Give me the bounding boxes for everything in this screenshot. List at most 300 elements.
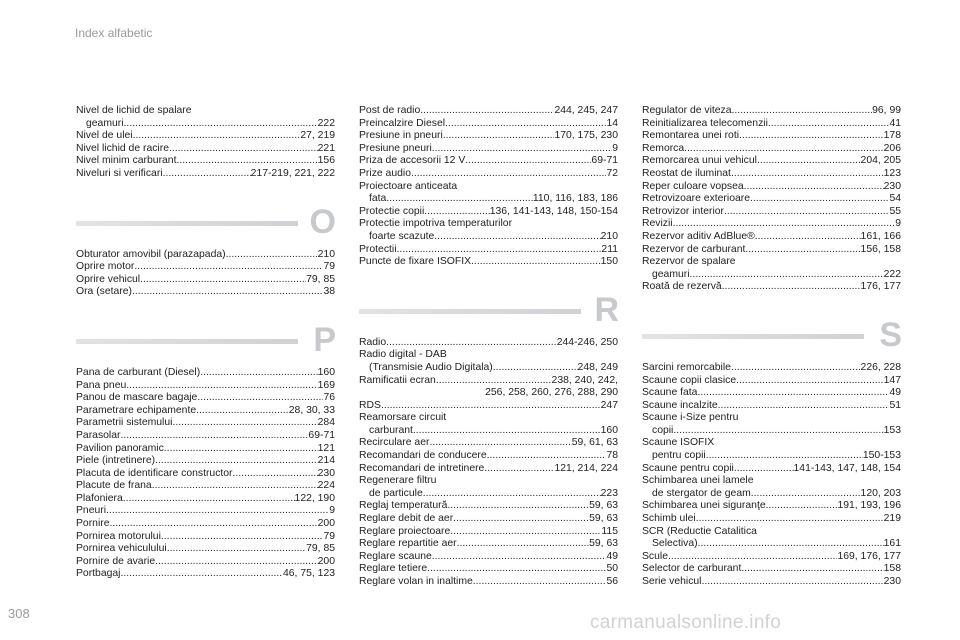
index-entry-heading: Rezervor de spalare xyxy=(642,256,736,268)
dot-leader xyxy=(447,500,589,513)
index-item xyxy=(359,538,619,551)
dot-leader xyxy=(432,551,607,564)
index-entry-term: Presiune pneuri xyxy=(359,142,432,154)
index-item xyxy=(642,375,902,388)
index-item xyxy=(642,181,902,194)
index-entry xyxy=(642,218,901,231)
index-entry-term: Post de radio xyxy=(359,105,421,116)
dot-leader xyxy=(734,463,794,476)
index-item xyxy=(642,168,902,181)
dot-leader xyxy=(132,286,323,299)
dot-leader xyxy=(696,513,884,526)
index-entry-term: pentru copii xyxy=(652,450,706,462)
index-entry xyxy=(76,274,335,287)
index-entry xyxy=(76,568,335,581)
index-item xyxy=(642,244,902,257)
index-entry-term: Reostat de iluminat xyxy=(642,167,731,179)
dot-leader xyxy=(134,261,323,274)
index-entry-term: Scaune fata xyxy=(642,387,698,399)
index-entry-term: Retrovizoare exterioare xyxy=(642,193,750,205)
dot-leader xyxy=(172,417,317,430)
index-entry xyxy=(642,400,901,413)
index-entry xyxy=(359,231,618,244)
index-item xyxy=(359,475,619,500)
index-item xyxy=(642,143,902,156)
index-entry-term: Nivel minim carburant xyxy=(76,155,177,167)
dot-leader xyxy=(197,392,323,405)
index-entry-term: Scule xyxy=(642,550,668,562)
index-entry-page: 238, 240, 242, xyxy=(551,374,618,386)
dot-leader xyxy=(233,468,318,481)
dot-leader xyxy=(161,531,324,544)
index-entry-term: Recirculare aer xyxy=(359,437,430,449)
index-entry-heading: Schimbarea unei lamele xyxy=(642,475,754,487)
dot-leader xyxy=(697,387,889,400)
dot-leader xyxy=(473,576,607,589)
index-entry xyxy=(359,500,618,513)
dot-leader xyxy=(140,274,306,287)
dot-leader xyxy=(731,362,861,375)
index-entry xyxy=(76,249,335,262)
index-entry xyxy=(642,551,901,564)
index-entry-page: 210 xyxy=(600,230,618,242)
index-item xyxy=(642,475,902,500)
index-entry-page: 160 xyxy=(600,424,618,436)
index-entry-page: 170, 175, 230 xyxy=(554,130,618,142)
index-entry-term: fata xyxy=(369,193,387,205)
index-entry-page: 169, 176, 177 xyxy=(837,550,901,562)
index-entry xyxy=(76,155,335,168)
index-entry-term: Nivel lichid de racire xyxy=(76,142,169,154)
index-entry xyxy=(642,513,901,526)
dot-leader xyxy=(411,168,606,181)
index-entry-page: 38 xyxy=(323,286,335,298)
index-entry-term: Rezervor aditiv AdBlue® xyxy=(642,230,755,242)
dot-leader xyxy=(124,118,318,131)
dot-leader xyxy=(471,256,601,269)
dot-leader xyxy=(493,362,578,375)
index-entry-page: 222 xyxy=(883,268,901,280)
index-item xyxy=(76,430,336,443)
index-entry-term: Scaune pentru copii xyxy=(642,462,734,474)
index-entry-term: Protectie copii xyxy=(359,205,425,217)
index-group-p-continued xyxy=(359,105,619,269)
dot-leader xyxy=(702,576,884,589)
index-item xyxy=(642,576,902,589)
dot-leader xyxy=(698,538,884,551)
index-item xyxy=(76,505,336,518)
dot-leader xyxy=(381,400,601,413)
dot-leader xyxy=(423,488,601,501)
dot-leader xyxy=(453,513,589,526)
index-item xyxy=(359,450,619,463)
index-entry-heading: Proiectoare anticeata xyxy=(359,180,458,192)
index-item xyxy=(359,500,619,513)
index-item xyxy=(359,118,619,131)
dot-leader xyxy=(436,375,552,388)
index-entry-term: Pornirea vehiculului xyxy=(76,543,167,555)
dot-leader xyxy=(750,193,889,206)
index-entry xyxy=(642,500,901,513)
index-entry xyxy=(642,538,901,551)
index-item xyxy=(642,362,902,375)
index-item xyxy=(359,400,619,413)
index-entry xyxy=(76,543,335,556)
index-entry xyxy=(76,168,335,181)
index-item xyxy=(76,531,336,544)
index-group-s xyxy=(642,362,902,589)
index-entry xyxy=(359,168,618,181)
index-entry xyxy=(359,155,618,168)
index-entry xyxy=(642,281,901,294)
index-entry xyxy=(76,367,335,380)
dot-leader xyxy=(722,281,861,294)
index-entry-heading: Radio digital - DAB xyxy=(359,349,447,361)
index-entry-page: 136, 141-143, 148, 150-154 xyxy=(489,205,618,217)
index-entry-term: de particule xyxy=(369,487,423,499)
index-entry-page: 28, 30, 33 xyxy=(288,404,335,416)
index-item xyxy=(359,244,619,257)
index-entry-page: 9 xyxy=(895,218,901,230)
dot-leader xyxy=(397,244,602,257)
index-entry-term: Radio xyxy=(359,336,387,348)
section-header-s xyxy=(642,316,902,354)
index-entry-term: Pavilion panoramic xyxy=(76,442,164,454)
index-entry xyxy=(642,168,901,181)
index-entry-term: Nivel de ulei xyxy=(76,130,133,142)
index-item xyxy=(642,551,902,564)
index-item xyxy=(76,261,336,274)
index-entry xyxy=(76,531,335,544)
index-entry xyxy=(359,463,618,476)
index-item xyxy=(642,437,902,462)
index-item xyxy=(359,206,619,219)
index-entry xyxy=(642,488,901,501)
dot-leader xyxy=(106,505,329,518)
index-entry xyxy=(76,468,335,481)
index-entry xyxy=(359,362,618,375)
index-entry xyxy=(359,244,618,257)
index-column-2 xyxy=(359,105,619,589)
index-entry-page: 176, 177 xyxy=(860,281,901,293)
index-item xyxy=(76,105,336,130)
index-entry-term: geamuri xyxy=(86,117,124,129)
index-entry-page: 123 xyxy=(883,167,901,179)
index-entry-page: 27, 219 xyxy=(300,130,335,142)
dot-leader xyxy=(673,425,883,438)
index-entry-term: Ora (setare) xyxy=(76,286,133,298)
watermark-text: carmanualsonline.info xyxy=(590,612,782,633)
index-entry-page: 284 xyxy=(317,417,335,429)
index-item xyxy=(359,576,619,589)
index-column-1 xyxy=(76,105,336,581)
dot-leader xyxy=(755,231,861,244)
index-entry xyxy=(359,526,618,539)
index-entry-term: Reglare repartitie aer xyxy=(359,538,457,550)
index-entry xyxy=(76,380,335,393)
index-entry-page: 115 xyxy=(601,525,618,537)
index-entry-heading: Scaune ISOFIX xyxy=(642,437,715,449)
index-entry-term: Reper culoare vopsea xyxy=(642,180,744,192)
index-entry-term: carburant xyxy=(369,424,413,436)
index-entry-page: 56 xyxy=(606,576,618,587)
index-entry xyxy=(76,392,335,405)
dot-leader xyxy=(744,181,884,194)
index-entry-page: 230 xyxy=(317,467,335,479)
section-letter-o: O xyxy=(309,202,336,241)
index-group-o xyxy=(76,249,336,299)
index-entry-term: Remorca xyxy=(642,142,685,154)
dot-leader xyxy=(457,538,590,551)
index-entry-page: 141-143, 147, 148, 154 xyxy=(793,462,901,474)
index-entry-term: Parametrii sistemului xyxy=(76,417,173,429)
index-item xyxy=(642,387,902,400)
dot-leader xyxy=(434,231,600,244)
index-entry xyxy=(642,143,901,156)
index-item xyxy=(642,400,902,413)
index-entry-term: Niveluri si verificari xyxy=(76,167,163,179)
dot-leader xyxy=(736,375,884,388)
index-entry-page: 55 xyxy=(889,205,901,217)
index-entry-page: 120, 203 xyxy=(860,487,901,499)
index-item xyxy=(359,105,619,118)
index-entry xyxy=(359,375,618,388)
index-entry-page: 230 xyxy=(883,576,901,587)
index-item xyxy=(642,231,902,244)
index-entry-term: Reglare proiectoare xyxy=(359,525,451,537)
index-item xyxy=(76,405,336,418)
index-entry-term: Schimb ulei xyxy=(642,513,696,525)
index-item xyxy=(76,249,336,262)
index-entry xyxy=(642,425,901,438)
index-entry-term: Roată de rezervă xyxy=(642,281,722,293)
dot-leader xyxy=(427,563,606,576)
index-entry xyxy=(642,576,901,589)
index-entry-term: Oprire vehicul xyxy=(76,273,141,285)
dot-leader xyxy=(110,518,318,531)
section-letter-p: P xyxy=(313,320,336,359)
dot-leader xyxy=(196,405,289,418)
dot-leader xyxy=(745,244,860,257)
dot-leader xyxy=(176,155,317,168)
index-item xyxy=(642,206,902,219)
dot-leader xyxy=(200,367,317,380)
index-entry-term: Reglare debit de aer xyxy=(359,513,454,525)
index-item xyxy=(642,130,902,143)
dot-leader xyxy=(757,155,861,168)
index-entry-term: Scaune copii clasice xyxy=(642,374,737,386)
index-entry xyxy=(76,417,335,430)
index-entry-page: 191, 193, 196 xyxy=(837,500,901,512)
index-item xyxy=(76,143,336,156)
index-entry xyxy=(359,551,618,564)
index-entry-page: 214 xyxy=(317,455,335,467)
index-item xyxy=(359,551,619,564)
index-entry-term: Pornire xyxy=(76,518,110,530)
dot-leader xyxy=(768,118,890,131)
index-entry xyxy=(359,425,618,438)
index-item xyxy=(642,256,902,281)
index-item xyxy=(642,463,902,476)
index-item xyxy=(359,337,619,350)
index-entry-page: 219 xyxy=(883,513,901,525)
index-entry-page: 221 xyxy=(317,142,335,154)
index-entry xyxy=(642,105,901,118)
dot-leader xyxy=(731,168,884,181)
index-item xyxy=(642,412,902,437)
section-divider-bar xyxy=(76,339,298,344)
section-letter-s: S xyxy=(879,315,902,354)
index-item xyxy=(359,181,619,206)
dot-leader xyxy=(420,105,554,118)
index-item xyxy=(76,493,336,506)
index-item xyxy=(76,392,336,405)
index-entry-page: 121 xyxy=(317,442,335,454)
index-entry xyxy=(76,286,335,299)
index-item xyxy=(76,417,336,430)
dot-leader xyxy=(684,143,884,156)
index-item xyxy=(642,105,902,118)
index-item xyxy=(359,375,619,400)
index-entry xyxy=(76,518,335,531)
index-entry xyxy=(359,118,618,131)
index-entry xyxy=(642,193,901,206)
index-item xyxy=(76,480,336,493)
index-entry-term: geamuri xyxy=(652,268,690,280)
index-entry-page: 156, 158 xyxy=(860,243,901,255)
index-entry-term: Reglare tetiere xyxy=(359,563,428,575)
index-entry-page: 169 xyxy=(317,379,335,391)
index-entry xyxy=(359,488,618,501)
index-entry xyxy=(642,450,901,463)
index-item xyxy=(359,256,619,269)
dot-leader xyxy=(126,380,317,393)
index-entry-page: 200 xyxy=(317,518,335,530)
dot-leader xyxy=(706,450,863,463)
index-entry-term: Presiune in pneuri xyxy=(359,130,443,142)
index-entry xyxy=(642,181,901,194)
index-entry-term: Scaune incalzite xyxy=(642,399,718,411)
index-entry-term: Prize audio xyxy=(359,167,411,179)
index-entry-page: 150-153 xyxy=(862,450,901,462)
dot-leader xyxy=(120,568,283,581)
dot-leader xyxy=(739,130,884,143)
index-entry xyxy=(359,256,618,269)
dot-leader xyxy=(413,425,601,438)
index-entry-page: 79, 85 xyxy=(306,273,335,285)
index-entry-page: 49 xyxy=(606,550,618,562)
index-entry-page: 223 xyxy=(600,487,618,499)
index-entry-page: 206 xyxy=(883,142,901,154)
index-entry-page: 69-71 xyxy=(591,155,618,167)
dot-leader xyxy=(123,493,295,506)
index-entry xyxy=(642,269,901,282)
index-entry xyxy=(359,538,618,551)
dot-leader xyxy=(432,143,612,156)
index-entry-page: 161, 166 xyxy=(860,230,901,242)
index-item xyxy=(359,513,619,526)
index-entry xyxy=(76,130,335,143)
index-entry xyxy=(359,450,618,463)
index-entry xyxy=(359,576,618,589)
index-entry xyxy=(76,261,335,274)
index-entry xyxy=(76,443,335,456)
index-entry-page: 14 xyxy=(606,117,618,129)
index-entry-page: 160 xyxy=(317,366,335,378)
index-entry-term: Rezervor de carburant xyxy=(642,243,746,255)
dot-leader xyxy=(386,193,533,206)
index-entry-term: Parametrare echipamente xyxy=(76,404,197,416)
index-entry-term: Plafoniera xyxy=(76,492,123,504)
index-entry-page-continued: 256, 258, 260, 276, 288, 290 xyxy=(485,387,618,399)
index-group-p xyxy=(76,367,336,581)
index-entry-term: Remorcarea unui vehicul xyxy=(642,155,757,167)
dot-leader xyxy=(718,400,890,413)
index-entry-heading: Nivel de lichid de spalare xyxy=(76,105,192,116)
dot-leader xyxy=(443,130,555,143)
section-divider-bar xyxy=(359,309,581,314)
index-entry-term: Portbagaj xyxy=(76,568,121,580)
index-entry-term: (Transmisie Audio Digitala) xyxy=(369,361,493,373)
dot-leader xyxy=(386,337,557,350)
index-entry-term: Sarcini remorcabile xyxy=(642,361,731,373)
index-entry-page: 161 xyxy=(883,538,901,550)
index-item xyxy=(76,286,336,299)
section-divider-bar xyxy=(76,221,298,226)
index-entry-page: 72 xyxy=(606,167,618,179)
index-entry xyxy=(359,400,618,413)
index-entry-page: 110, 116, 183, 186 xyxy=(532,193,618,205)
index-entry-term: Schimbarea unei siguranţe xyxy=(642,500,766,512)
index-entry-term: Placute de frana xyxy=(76,480,152,492)
dot-leader xyxy=(226,249,318,262)
index-item xyxy=(76,518,336,531)
index-entry xyxy=(76,505,335,518)
index-entry xyxy=(359,130,618,143)
index-entry xyxy=(642,231,901,244)
index-entry-term: Remontarea unei roti xyxy=(642,130,740,142)
index-item xyxy=(642,526,902,551)
index-entry-page: 59, 63 xyxy=(589,500,618,512)
index-item xyxy=(359,143,619,156)
index-entry-term: Panou de mascare bagaje xyxy=(76,392,198,404)
index-entry xyxy=(642,118,901,131)
index-entry xyxy=(642,244,901,257)
index-entry xyxy=(359,437,618,450)
index-entry-term: Piele (intretinere) xyxy=(76,455,156,467)
dot-leader xyxy=(155,556,318,569)
page-header-title: Index alfabetic xyxy=(75,26,153,40)
index-entry-term: Serie vehicul xyxy=(642,576,702,587)
index-entry-page: 76 xyxy=(323,392,335,404)
index-entry-page: 217-219, 221, 222 xyxy=(250,167,335,179)
dot-leader xyxy=(163,168,251,181)
index-entry-term: Pana pneu xyxy=(76,379,127,391)
index-column-3 xyxy=(642,105,902,589)
index-item xyxy=(359,349,619,374)
dot-leader xyxy=(487,450,607,463)
dot-leader xyxy=(751,488,861,501)
dot-leader xyxy=(465,155,591,168)
index-entry-page: 230 xyxy=(883,180,901,192)
dot-leader xyxy=(668,551,837,564)
index-item xyxy=(76,455,336,468)
index-entry xyxy=(642,155,901,168)
dot-leader xyxy=(120,430,308,443)
index-entry-page: 41 xyxy=(889,117,901,129)
index-entry-page: 79 xyxy=(323,261,335,273)
index-entry-page: 147 xyxy=(883,374,901,386)
